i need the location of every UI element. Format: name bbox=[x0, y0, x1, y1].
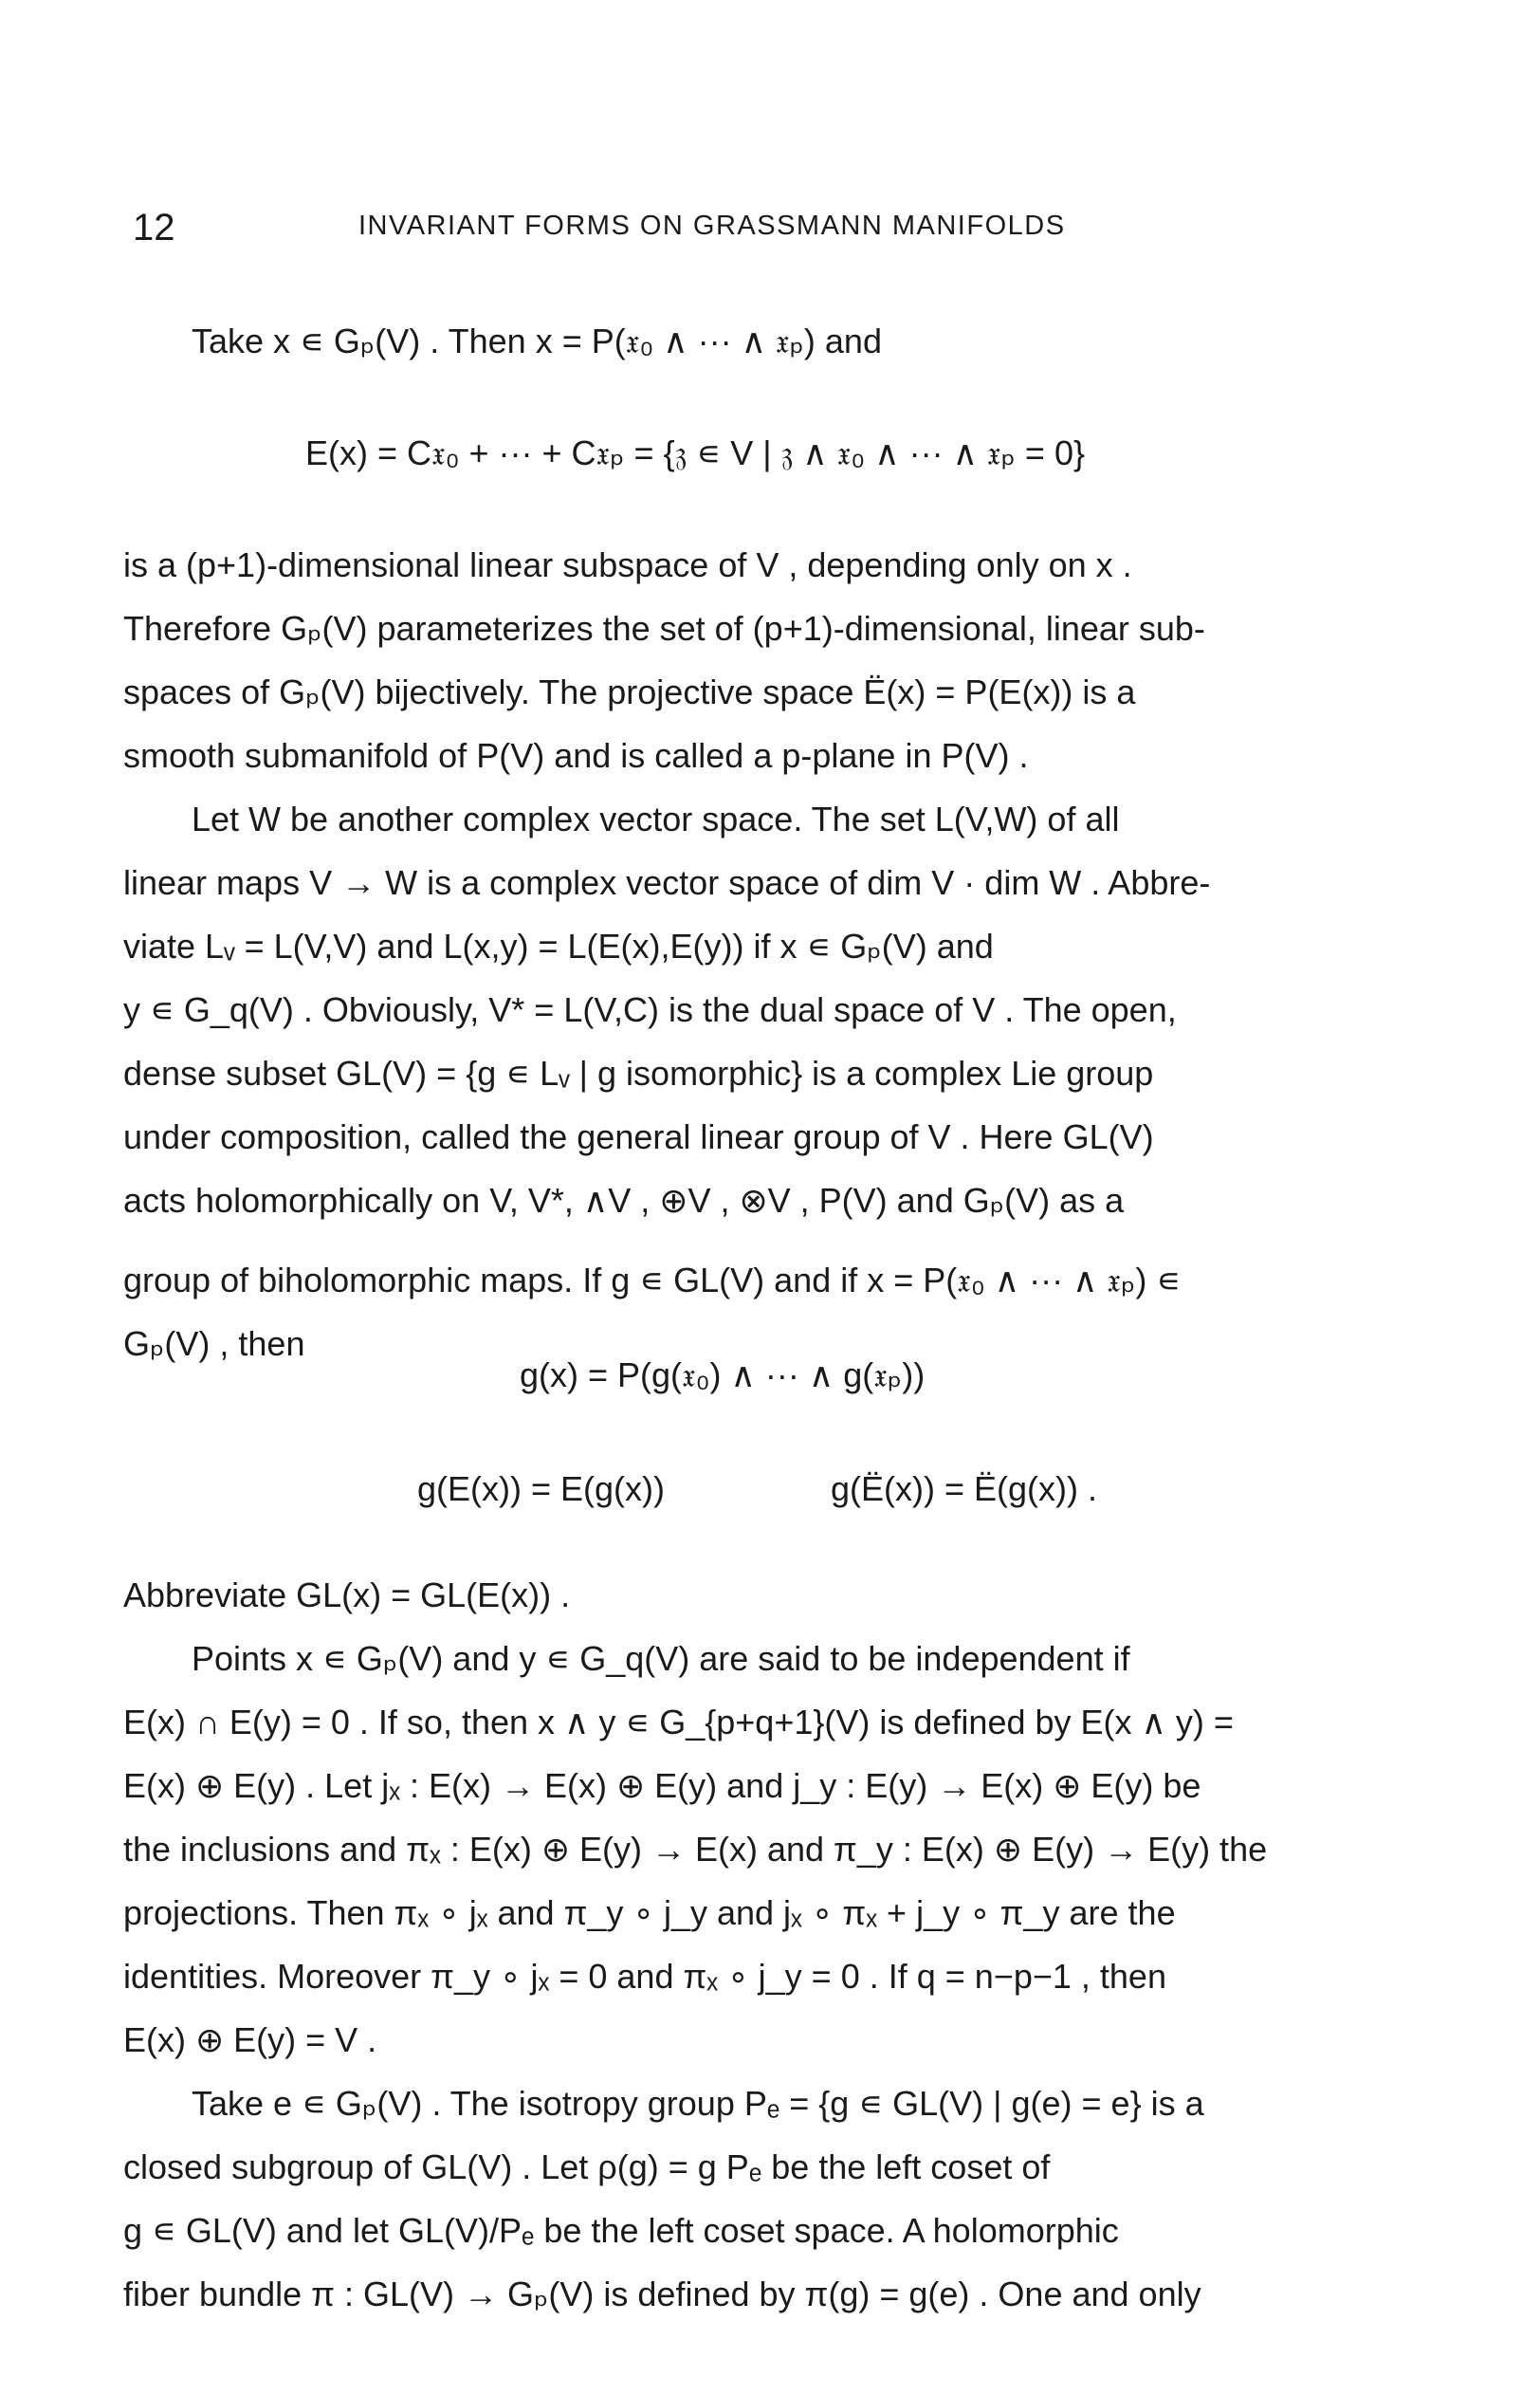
text-line: smooth submanifold of P(V) and is called a p-plane in P(V) . bbox=[123, 736, 1029, 775]
text-line: acts holomorphically on V, V*, ∧V , ⊕V , ⊗V , P(V) and Gₚ(V) as a bbox=[123, 1181, 1125, 1220]
text-line: E(x) ∩ E(y) = 0 . If so, then x ∧ y ∊ G_{p+q+1}(V) is defined by E(x ∧ y) = bbox=[123, 1703, 1234, 1741]
text-line: viate Lᵥ = L(V,V) and L(x,y) = L(E(x),E(y)) if x ∊ Gₚ(V) and bbox=[123, 927, 994, 966]
text-line: under composition, called the general linear group of V . Here GL(V) bbox=[123, 1117, 1154, 1156]
display-equation-gx: g(x) = P(g(𝔵₀) ∧ ··· ∧ g(𝔵ₚ)) bbox=[520, 1355, 926, 1394]
text-line: spaces of Gₚ(V) bijectively. The projective space Ë(x) = P(E(x)) is a bbox=[123, 672, 1136, 711]
page-number: 12 bbox=[133, 207, 175, 249]
text-line: E(x) ⊕ E(y) . Let jₓ : E(x) → E(x) ⊕ E(y) and j_y : E(y) → E(x) ⊕ E(y) be bbox=[123, 1766, 1201, 1805]
text-line: closed subgroup of GL(V) . Let ρ(g) = g Pₑ be the left coset of bbox=[123, 2147, 1051, 2186]
text-line: identities. Moreover π_y ∘ jₓ = 0 and πₓ ∘ j_y = 0 . If q = n−p−1 , then bbox=[123, 1957, 1166, 1996]
running-title: INVARIANT FORMS ON GRASSMANN MANIFOLDS bbox=[358, 211, 1066, 241]
text-line: projections. Then πₓ ∘ jₓ and π_y ∘ j_y and jₓ ∘ πₓ + j_y ∘ π_y are the bbox=[123, 1893, 1176, 1932]
text-line: dense subset GL(V) = {g ∊ Lᵥ | g isomorphic} is a complex Lie group bbox=[123, 1054, 1154, 1093]
text-line: Let W be another complex vector space. The set L(V,W) of all bbox=[192, 800, 1120, 838]
text-line: group of biholomorphic maps. If g ∊ GL(V) and if x = P(𝔵₀ ∧ ··· ∧ 𝔵ₚ) ∊ bbox=[123, 1261, 1182, 1299]
text-line: g ∊ GL(V) and let GL(V)/Pₑ be the left coset space. A holomorphic bbox=[123, 2211, 1119, 2250]
page-header bbox=[123, 207, 1470, 254]
text-line: linear maps V → W is a complex vector space of dim V · dim W . Abbre- bbox=[123, 863, 1211, 902]
text-line: the inclusions and πₓ : E(x) ⊕ E(y) → E(x) and π_y : E(x) ⊕ E(y) → E(y) the bbox=[123, 1830, 1268, 1869]
display-equation-ex: E(x) = C𝔵₀ + ··· + C𝔵ₚ = {𝔷 ∊ V | 𝔷 ∧ 𝔵₀ ∧ ··· ∧ 𝔵ₚ = 0} bbox=[305, 433, 1085, 472]
text-line: fiber bundle π : GL(V) → Gₚ(V) is defined by π(g) = g(e) . One and only bbox=[123, 2275, 1201, 2313]
text-line: Gₚ(V) , then bbox=[123, 1324, 305, 1363]
text-line: Points x ∊ Gₚ(V) and y ∊ G_q(V) are said to be independent if bbox=[192, 1639, 1130, 1678]
display-equation-gex: g(E(x)) = E(g(x)) bbox=[417, 1469, 665, 1508]
text-line: Take e ∊ Gₚ(V) . The isotropy group Pₑ = {g ∊ GL(V) | g(e) = e} is a bbox=[192, 2084, 1204, 2123]
display-equation-gex-proj: g(Ë(x)) = Ë(g(x)) . bbox=[831, 1469, 1098, 1508]
text-line: Abbreviate GL(x) = GL(E(x)) . bbox=[123, 1575, 571, 1614]
text-line: E(x) ⊕ E(y) = V . bbox=[123, 2020, 377, 2059]
text-line: y ∊ G_q(V) . Obviously, V* = L(V,C) is the dual space of V . The open, bbox=[123, 990, 1177, 1029]
text-line: Therefore Gₚ(V) parameterizes the set of (p+1)-dimensional, linear sub- bbox=[123, 609, 1205, 648]
text-line: Take x ∊ Gₚ(V) . Then x = P(𝔵₀ ∧ ··· ∧ 𝔵ₚ) and bbox=[192, 322, 882, 360]
text-line: is a (p+1)-dimensional linear subspace of V , depending only on x . bbox=[123, 545, 1132, 584]
